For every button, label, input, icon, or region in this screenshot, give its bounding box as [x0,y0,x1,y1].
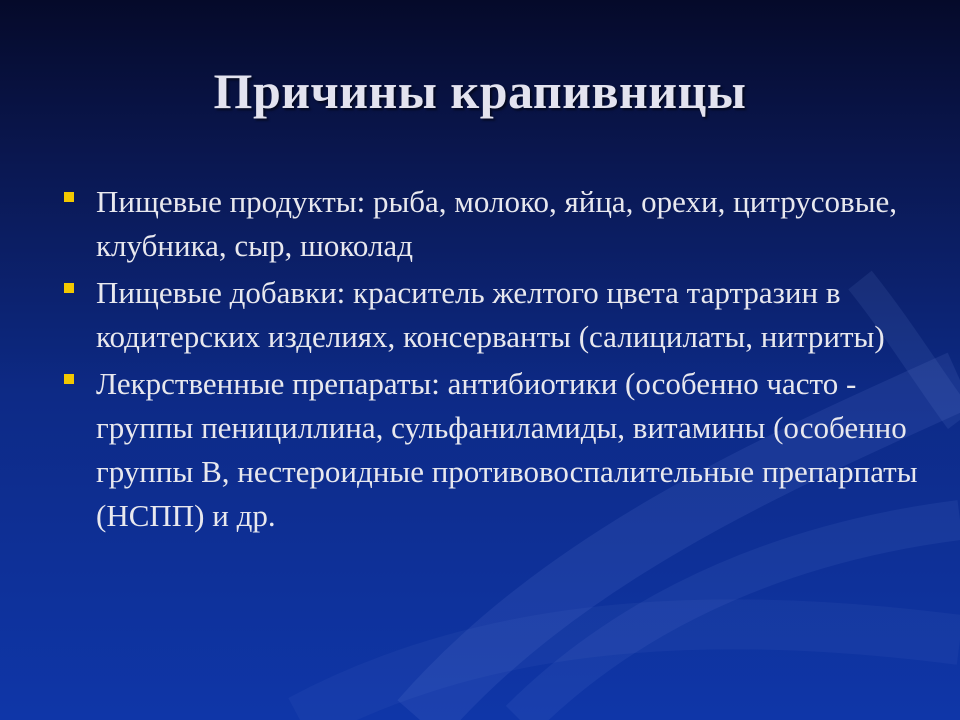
bullet-item-drugs [60,362,920,538]
square-bullet-icon [64,192,74,202]
slide-title: Причины крапивницы [213,63,747,119]
bullet-text: Пищевые добавки: краситель желтого цвета тартразин в кодитерских изделиях, консерванты (салицилаты, нитриты) [96,275,885,354]
bullet-list [60,180,920,541]
square-bullet-icon [64,283,74,293]
bullet-item-food [60,180,920,268]
bullet-text: Лекрственные препараты: антибиотики (особенно часто - группы пенициллина, сульфаниламиды, витамины (особенно группы В, нестероидные противовоспалительные препарпаты (НСПП) и др. [96,366,918,533]
bullet-text: Пищевые продукты: рыба, молоко, яйца, орехи, цитрусовые, клубника, сыр, шоколад [96,184,898,263]
square-bullet-icon [64,374,74,384]
bullet-item-additives [60,271,920,359]
